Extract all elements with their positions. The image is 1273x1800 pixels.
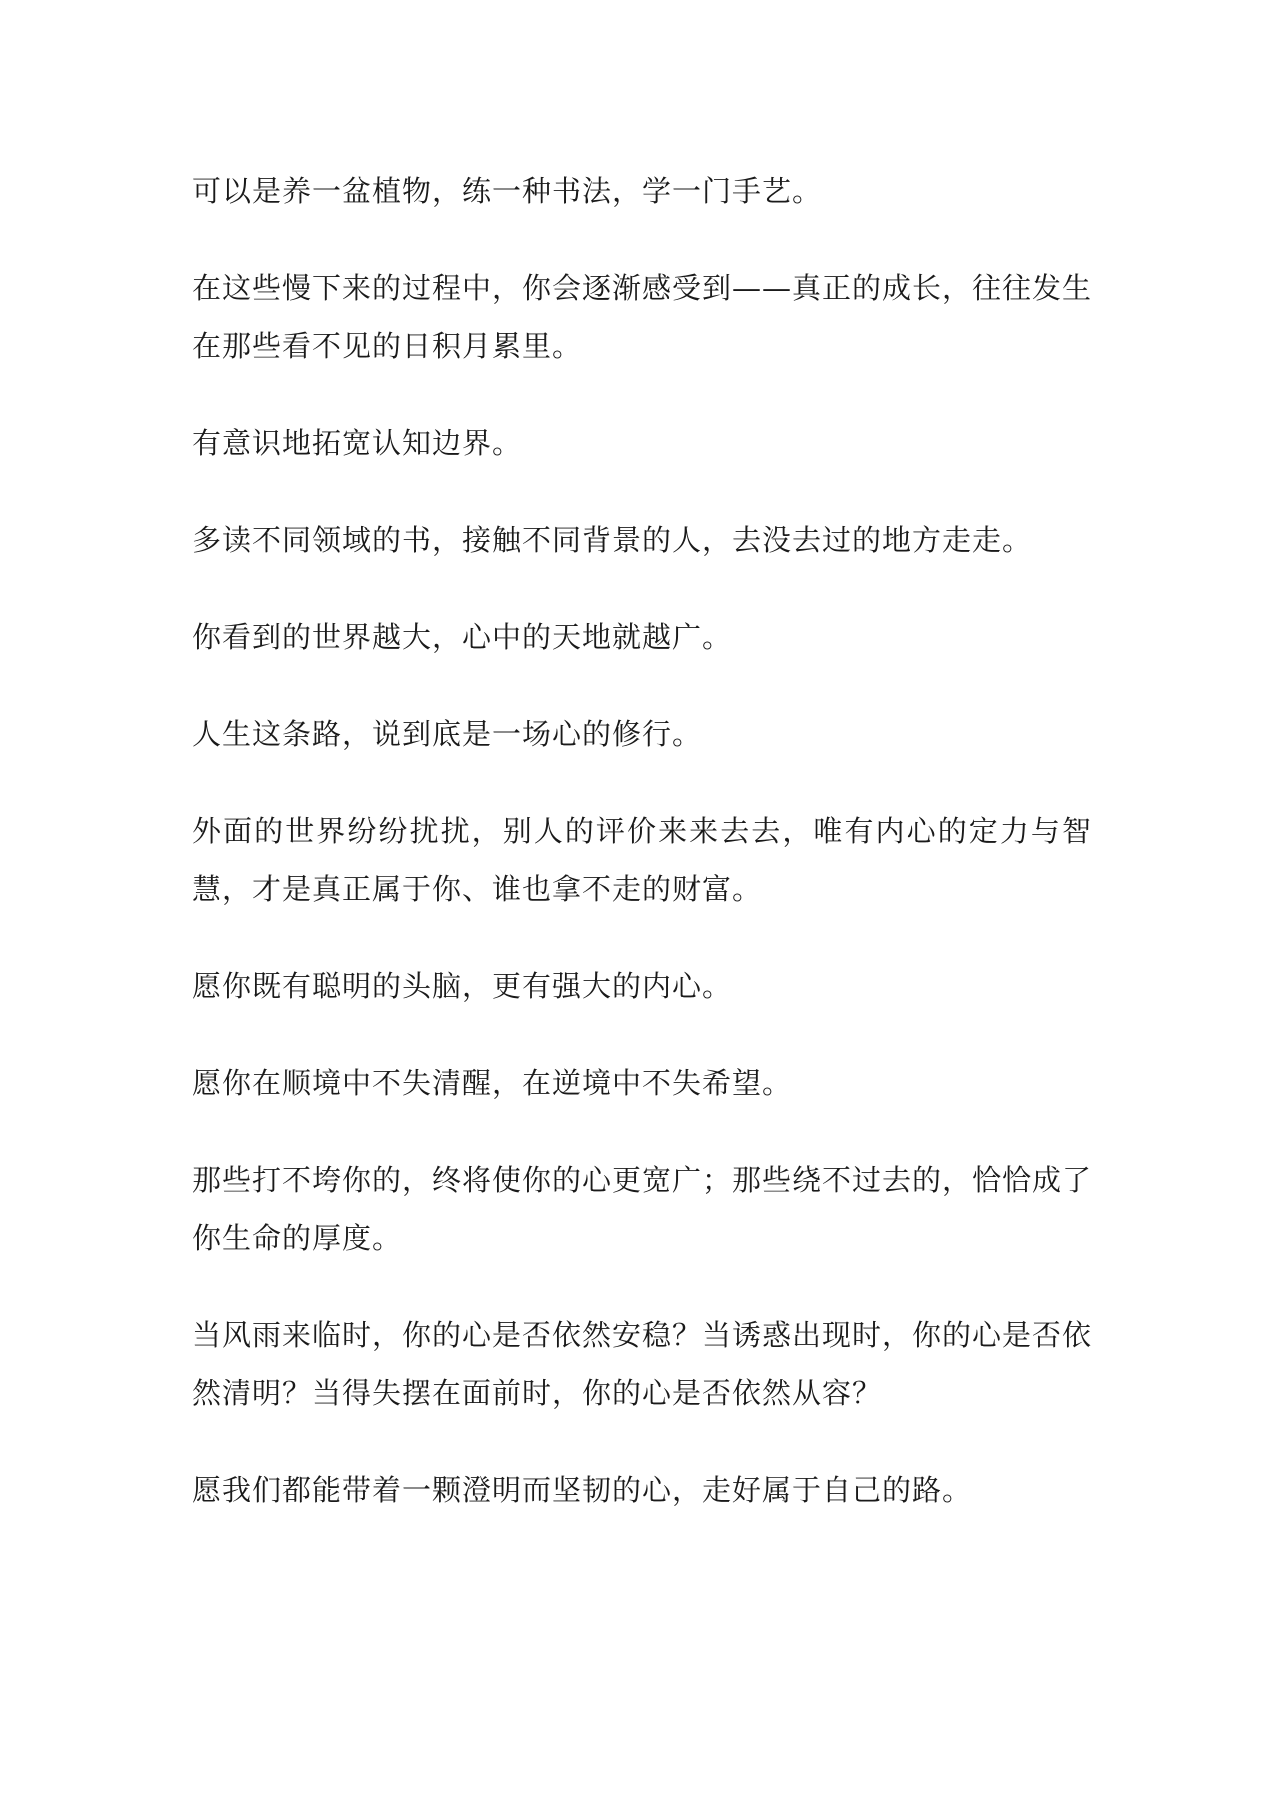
paragraph-12: 愿我们都能带着一颗澄明而坚韧的心，走好属于自己的路。 (192, 1473, 973, 1507)
document-body (192, 162, 1092, 1519)
paragraph-5: 你看到的世界越大，心中的天地就越广。 (192, 620, 733, 654)
paragraph-7: 外面的世界纷纷扰扰，别人的评价来来去去，唯有内心的定力与智慧，才是真正属于你、谁也拿不走的财富。 (192, 814, 1092, 906)
paragraph-11: 当风雨来临时，你的心是否依然安稳？当诱惑出现时，你的心是否依然清明？当得失摆在面前时，你的心是否依然从容？ (192, 1318, 1093, 1410)
paragraph-9: 愿你在顺境中不失清醒，在逆境中不失希望。 (192, 1066, 793, 1100)
paragraph-10: 那些打不垮你的，终将使你的心更宽广；那些绕不过去的，恰恰成了你生命的厚度。 (192, 1163, 1093, 1255)
paragraph-4: 多读不同领域的书，接触不同背景的人，去没去过的地方走走。 (192, 523, 1033, 557)
paragraph-8: 愿你既有聪明的头脑，更有强大的内心。 (192, 969, 733, 1003)
paragraph-1: 可以是养一盆植物，练一种书法，学一门手艺。 (192, 174, 823, 208)
paragraph-6: 人生这条路，说到底是一场心的修行。 (192, 717, 703, 751)
paragraph-3: 有意识地拓宽认知边界。 (192, 426, 523, 460)
paragraph-2: 在这些慢下来的过程中，你会逐渐感受到——真正的成长，往往发生在那些看不见的日积月累里。 (192, 271, 1093, 363)
